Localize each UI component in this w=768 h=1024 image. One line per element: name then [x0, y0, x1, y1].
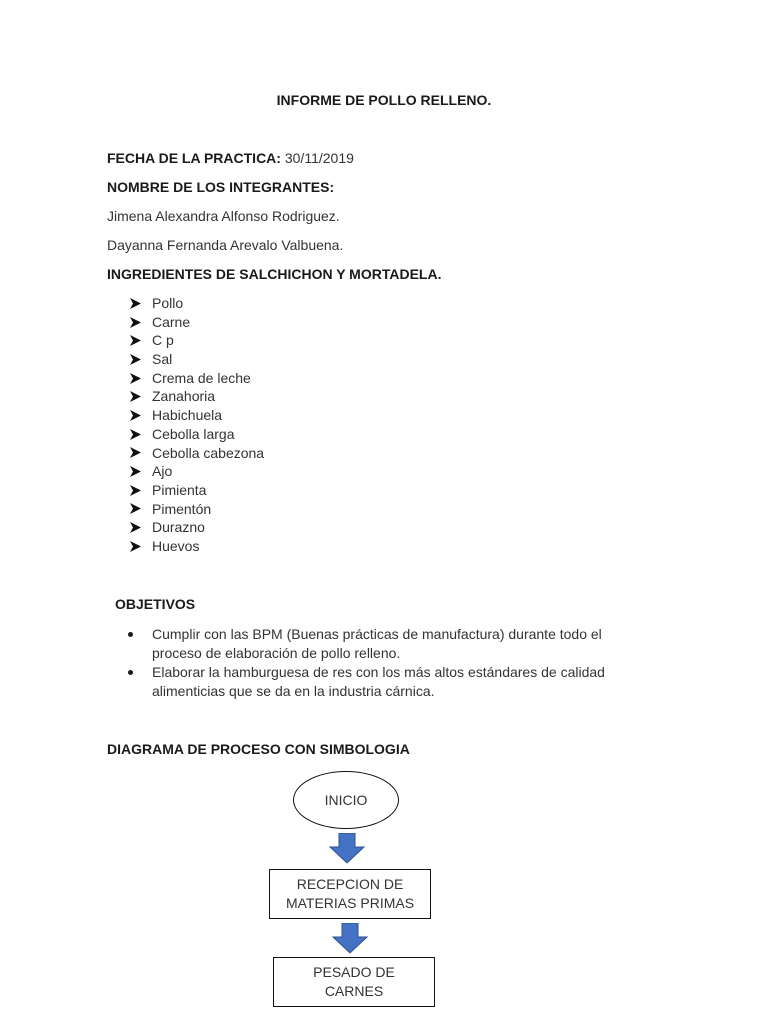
arrowhead-bullet-icon: [130, 485, 152, 496]
ingredient-label: Sal: [152, 351, 173, 368]
fecha-label: FECHA DE LA PRACTICA:: [107, 150, 281, 166]
ingredient-item: [130, 425, 264, 444]
ingredient-item: [130, 444, 264, 463]
arrowhead-bullet-icon: [130, 522, 152, 533]
arrowhead-bullet-icon: [130, 335, 152, 346]
ingredient-label: Pimentón: [152, 500, 212, 517]
ingredient-item: [130, 481, 264, 500]
flow-start-label: INICIO: [324, 792, 368, 808]
arrowhead-bullet-icon: [130, 541, 152, 552]
ingredient-label: Crema de leche: [152, 369, 251, 386]
ingredient-label: Huevos: [152, 537, 200, 554]
objetivo-item: [128, 625, 648, 663]
ingredient-label: Cebolla larga: [152, 425, 235, 442]
down-arrow-icon: [329, 833, 365, 864]
ingredient-item: [130, 537, 264, 556]
objetivos-heading: OBJETIVOS: [115, 596, 196, 612]
arrowhead-bullet-icon: [130, 466, 152, 477]
ingredient-item: [130, 350, 264, 369]
integrante-name: Dayanna Fernanda Arevalo Valbuena.: [107, 237, 344, 253]
arrowhead-bullet-icon: [130, 503, 152, 514]
ingredient-item: [130, 462, 264, 481]
fecha-value: 30/11/2019: [284, 150, 354, 166]
integrantes-label: NOMBRE DE LOS INTEGRANTES:: [107, 179, 335, 195]
ingredient-label: Carne: [152, 313, 191, 330]
ingredient-label: Durazno: [152, 519, 205, 536]
diagrama-heading: DIAGRAMA DE PROCESO CON SIMBOLOGIA: [107, 741, 410, 757]
arrowhead-bullet-icon: [130, 429, 152, 440]
integrante-name: Jimena Alexandra Alfonso Rodriguez.: [107, 208, 340, 224]
ingredient-item: [130, 294, 264, 313]
arrowhead-bullet-icon: [130, 373, 152, 384]
ingredient-item: [130, 387, 264, 406]
ingredient-list: [130, 294, 264, 556]
ingredient-label: Habichuela: [152, 407, 223, 424]
objetivo-text: Elaborar la hamburguesa de res con los más altos estándares de calidad alimenticias que se da en la industria cárnica.: [152, 664, 605, 699]
flow-step-label: RECEPCION DE MATERIAS PRIMAS: [285, 876, 415, 911]
flow-step-box: [269, 869, 431, 919]
ingredient-label: C p: [152, 332, 174, 349]
arrowhead-bullet-icon: [130, 391, 152, 402]
ingredient-label: Ajo: [152, 463, 173, 480]
bullet-dot-icon: [128, 625, 152, 663]
flow-step-box: [273, 957, 435, 1007]
arrowhead-bullet-icon: [130, 447, 152, 458]
objetivo-item: [128, 663, 648, 701]
ingredient-item: [130, 518, 264, 537]
arrowhead-bullet-icon: [130, 298, 152, 309]
ingredient-item: [130, 500, 264, 519]
ingredient-item: [130, 369, 264, 388]
down-arrow-icon: [332, 923, 368, 954]
fecha-line: [107, 150, 354, 166]
objetivos-list: [128, 625, 648, 701]
bullet-dot-icon: [128, 663, 152, 701]
ingredient-label: Cebolla cabezona: [152, 444, 265, 461]
ingredient-item: [130, 406, 264, 425]
arrowhead-bullet-icon: [130, 317, 152, 328]
objetivo-text: Cumplir con las BPM (Buenas prácticas de manufactura) durante todo el proceso de elaboración de pollo relleno.: [152, 626, 602, 661]
ingredient-label: Pollo: [152, 295, 184, 311]
ingredientes-heading: INGREDIENTES DE SALCHICHON Y MORTADELA.: [107, 266, 442, 282]
ingredient-label: Zanahoria: [152, 388, 216, 405]
ingredient-item: [130, 313, 264, 332]
ingredient-label: Pimienta: [152, 481, 207, 498]
flow-start-oval: [293, 771, 399, 829]
ingredient-item: [130, 331, 264, 350]
flow-step-label: PESADO DE CARNES: [313, 964, 395, 999]
document-title: INFORME DE POLLO RELLENO.: [276, 92, 492, 108]
arrowhead-bullet-icon: [130, 354, 152, 365]
arrowhead-bullet-icon: [130, 410, 152, 421]
